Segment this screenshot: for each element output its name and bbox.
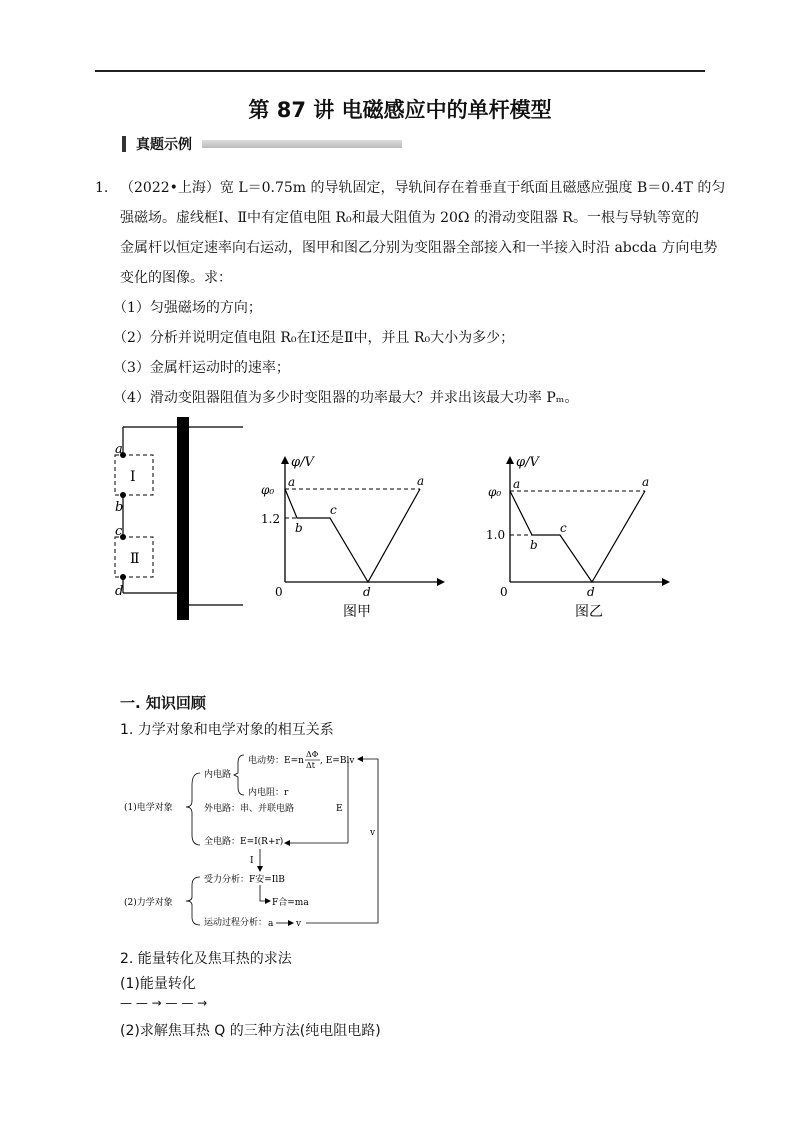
knowledge-sub-1: (1)能量转化 bbox=[120, 976, 196, 992]
knowledge-heading: 一. 知识回顾 bbox=[120, 694, 206, 712]
problem-line-3: 金属杆以恒定速率向右运动，图甲和图乙分别为变阻器全部接入和一半接入时沿 abcda 方向电势 bbox=[120, 240, 718, 256]
question-3: （3）金属杆运动时的速率； bbox=[113, 360, 290, 376]
problem-line-2: 强磁场。虚线框Ⅰ、Ⅱ中有定值电阻 R₀和最大阻值为 20Ω 的滑动变阻器 R。一根与导轨等宽的 bbox=[120, 210, 699, 226]
yi-origin: 0 bbox=[500, 585, 508, 599]
dg-emf-num: ΔΦ bbox=[306, 750, 319, 759]
yi-point-b: b bbox=[530, 538, 538, 552]
knowledge-sub-2: (2)求解焦耳热 Q 的三种方法(纯电阻电路) bbox=[120, 1023, 381, 1039]
section-label: 真题示例 bbox=[136, 137, 192, 153]
jia-point-b: b bbox=[295, 521, 303, 535]
jia-phi0: φ₀ bbox=[261, 483, 275, 497]
knowledge-item-2: 2. 能量转化及焦耳热的求法 bbox=[120, 951, 292, 967]
question-1: （1）匀强磁场的方向； bbox=[113, 300, 262, 316]
dg-force: 受力分析：F安=IlB bbox=[204, 875, 285, 885]
node-c: c bbox=[115, 524, 123, 539]
dg-fhe: F合=ma bbox=[272, 898, 309, 908]
graph-jia bbox=[255, 448, 455, 628]
dg-emf-den: Δt bbox=[306, 761, 315, 770]
graph-yi bbox=[480, 448, 680, 628]
dg-E: E bbox=[336, 804, 343, 814]
dg-vv: v bbox=[296, 919, 302, 929]
yi-curve bbox=[510, 491, 645, 582]
jia-caption: 图甲 bbox=[343, 604, 371, 620]
node-d: d bbox=[115, 584, 124, 599]
question-2: （2）分析并说明定值电阻 R₀在Ⅰ还是Ⅱ中，并且 R₀大小为多少； bbox=[113, 330, 515, 346]
box-2-label: Ⅱ bbox=[130, 551, 140, 567]
node-a: a bbox=[115, 442, 123, 457]
jia-point-a: a bbox=[288, 475, 296, 489]
yi-phi0: φ₀ bbox=[488, 485, 502, 499]
circuit-figure bbox=[110, 415, 250, 625]
question-4: （4）滑动变阻器阻值为多少时变阻器的功率最大？并求出该最大功率 Pₘ。 bbox=[113, 390, 579, 406]
dg-emf: 电动势：E=n bbox=[248, 756, 304, 766]
dg-inner-r: 内电阻：r bbox=[248, 788, 289, 798]
dg-total: 全电路：E=I(R+r) bbox=[204, 837, 284, 847]
yi-point-a: a bbox=[513, 477, 521, 491]
yi-caption: 图乙 bbox=[575, 604, 603, 620]
jia-level: 1.2 bbox=[261, 512, 281, 526]
box-1-label: Ⅰ bbox=[130, 469, 136, 485]
section-header bbox=[122, 134, 402, 154]
section-bar-icon bbox=[122, 136, 126, 152]
yi-point-c: c bbox=[560, 521, 567, 535]
dg-outer: 外电路：串、并联电路 bbox=[204, 804, 295, 814]
dg-a: a bbox=[268, 919, 274, 929]
page-title: 第 87 讲 电磁感应中的单杆模型 bbox=[248, 98, 552, 122]
dg-mech: (2)力学对象 bbox=[124, 898, 173, 908]
jia-point-c: c bbox=[330, 503, 337, 517]
dg-emf-tail: , E=Blv bbox=[320, 756, 355, 766]
node-b: b bbox=[115, 500, 124, 515]
energy-arrows: — — → — — → bbox=[120, 996, 208, 1010]
yi-ylabel: φ/V bbox=[516, 455, 539, 470]
knowledge-item-1: 1. 力学对象和电学对象的相互关系 bbox=[120, 722, 334, 738]
problem-line-1: （2022•上海）宽 L＝0.75m 的导轨固定，导轨间存在着垂直于纸面且磁感应强度 B＝0.4T 的匀 bbox=[120, 180, 726, 196]
yi-point-d: d bbox=[587, 585, 595, 599]
yi-level: 1.0 bbox=[486, 528, 506, 542]
top-rule bbox=[95, 70, 705, 72]
problem-line-4: 变化的图像。求： bbox=[120, 270, 232, 286]
jia-origin: 0 bbox=[275, 585, 283, 599]
metal-rod bbox=[177, 417, 189, 620]
dg-I: I bbox=[250, 856, 254, 866]
section-fade-rule bbox=[202, 140, 402, 148]
dg-motion: 运动过程分析： bbox=[204, 918, 268, 928]
jia-point-d: d bbox=[363, 585, 371, 599]
relation-diagram bbox=[120, 745, 390, 935]
dg-inner: 内电路 bbox=[204, 770, 232, 780]
jia-point-a2: a bbox=[417, 474, 425, 488]
dg-elec: (1)电学对象 bbox=[124, 803, 173, 813]
jia-curve bbox=[285, 489, 420, 582]
yi-point-a2: a bbox=[642, 475, 650, 489]
dg-v: v bbox=[370, 828, 376, 838]
jia-ylabel: φ/V bbox=[291, 455, 314, 470]
problem-number: 1. bbox=[95, 180, 109, 196]
